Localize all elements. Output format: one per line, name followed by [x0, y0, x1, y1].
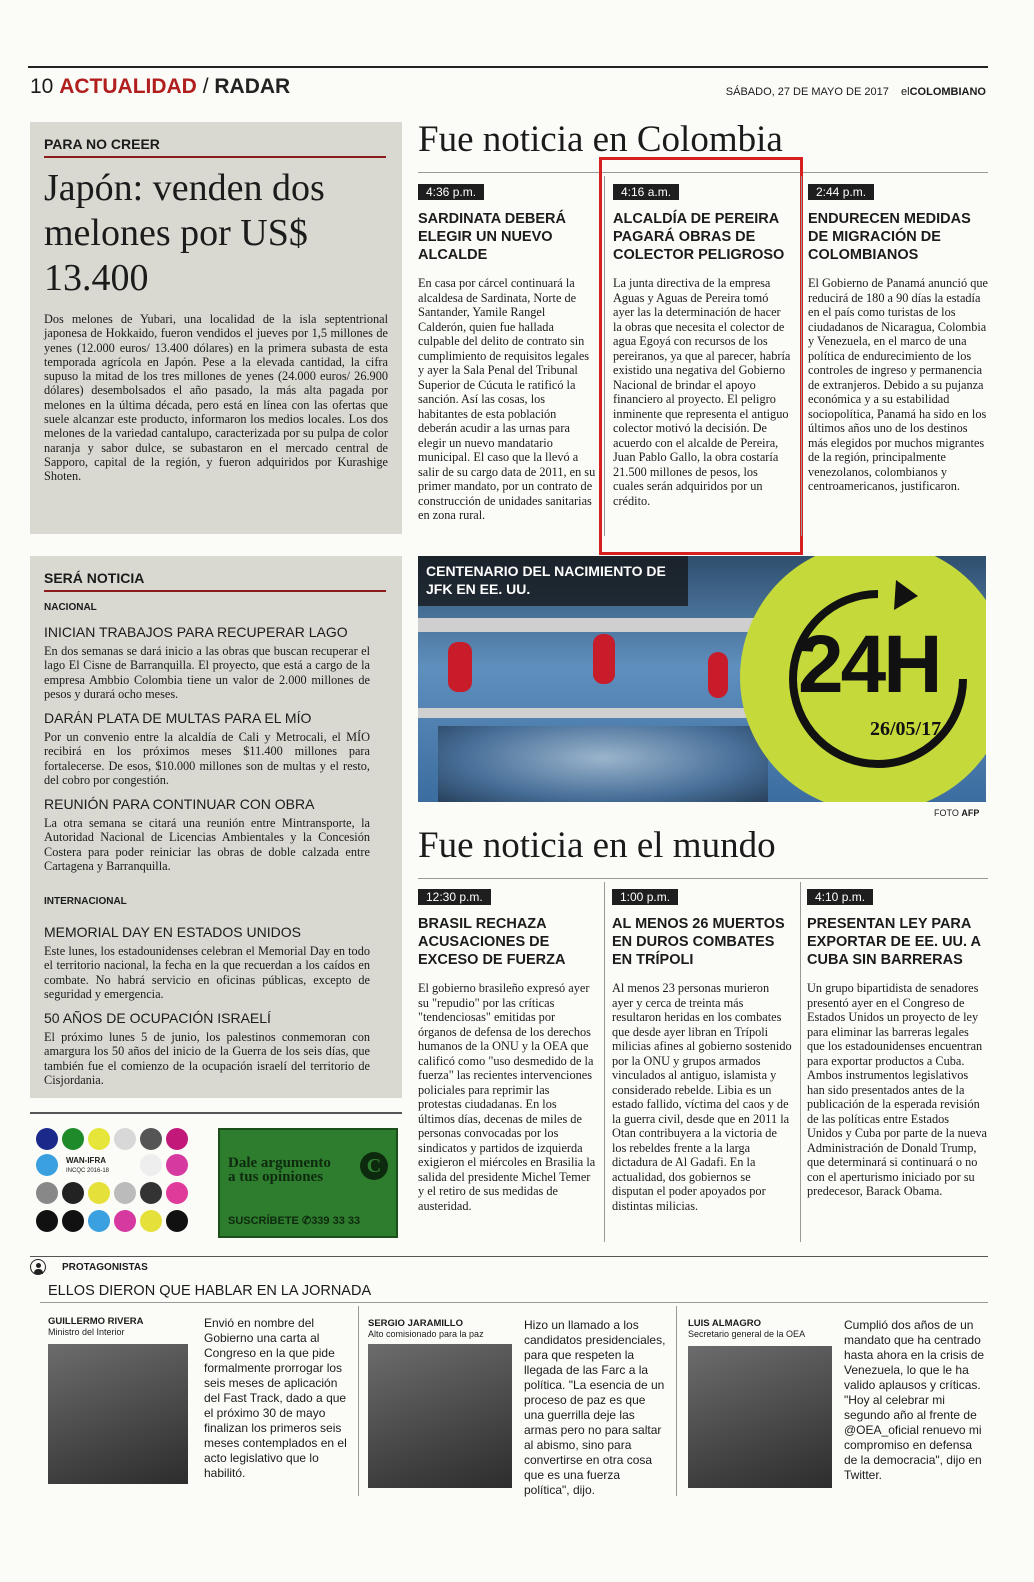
wan-ifra-label: WAN-IFRA — [66, 1156, 106, 1165]
badge-date: 26/05/17 — [870, 718, 942, 740]
column-headline: ENDURECEN MEDIDAS DE MIGRACIÓN DE COLOMBIANOS — [808, 211, 971, 263]
para-no-creer-headline: Japón: venden dos melones por US$ 13.400 — [44, 167, 325, 299]
protagonist-card — [48, 1316, 358, 1480]
protagonist-card — [688, 1318, 988, 1482]
protagonistas-subtitle: ELLOS DIERON QUE HABLAR EN LA JORNADA — [48, 1283, 372, 1299]
internacional-label: INTERNACIONAL — [44, 896, 127, 907]
column-headline: BRASIL RECHAZA ACUSACIONES DE EXCESO DE FUERZA — [418, 916, 566, 968]
header-rule — [28, 66, 988, 68]
sera-noticia-box — [30, 556, 402, 1098]
column-body: Al menos 23 personas murieron ayer y cerca de treinta más resultaron heridas en los combates que desde ayer libran en Trípoli milicias afines al gobierno sostenido por la ONU y grupos armados vinculados al antiguo, islamista y considerado rebelde. Libia es un estado fallido, víctima del caos y de la guerra civil, desde que en 2011 la Otan contribuyera a la victoria de los rebeldes frente a la larga dictadura de Al Gadafi. En la actualidad, dos gobiernos se disputan el poder apoyados por distintas milicias. — [612, 981, 792, 1213]
incqc-label: INCQC 2016-18 — [66, 1168, 110, 1174]
sera-item-title: MEMORIAL DAY EN ESTADOS UNIDOS — [44, 924, 301, 940]
subscribe-ad[interactable] — [218, 1128, 398, 1238]
sera-noticia-kicker: SERÁ NOTICIA — [44, 570, 145, 586]
protagonist-role: Ministro del Interior — [48, 1327, 125, 1337]
jfk-photo — [418, 556, 986, 802]
ad-line-1: Dale argumento — [228, 1155, 331, 1171]
sera-item-body: Este lunes, los estadounidenses celebran el Memorial Day en todo el territorio nacional, la fecha en la que recuerdan a los caídos en combate. No habrá servicio en oficinas públicas, excepto de seguridad y emergencia. — [44, 944, 370, 1001]
photo-caption: CENTENARIO DEL NACIMIENTO DE JFK EN EE. UU. — [426, 563, 666, 597]
protagonist-photo — [368, 1344, 512, 1488]
column-body: Un grupo bipartidista de senadores presentó ayer en el Congreso de Estados Unidos un proyecto de ley para eliminar las barreras legales que los estadounidenses encuentran para exportar productos a Cuba. Ambos instrumentos legislativos han sido presentados antes de la publicación de la esperada revisión de las políticas entre Estados Unidos y Cuba por parte de la nueva Administración de Donald Trump, que determinará si continuará o no con el aperturismo iniciado por su predecesor, Barack Obama. — [807, 981, 987, 1198]
protagonist-role: Alto comisionado para la paz — [368, 1329, 484, 1339]
para-no-creer-kicker: PARA NO CREER — [44, 136, 160, 152]
colombia-column — [613, 181, 791, 508]
mundo-column — [612, 886, 792, 1213]
time-badge: 1:00 p.m. — [612, 889, 678, 905]
column-headline: SARDINATA DEBERÁ ELEGIR UN NUEVO ALCALDE — [418, 211, 566, 263]
column-divider — [801, 176, 802, 536]
photo-credit — [934, 808, 979, 818]
column-headline: PRESENTAN LEY PARA EXPORTAR DE EE. UU. A CUBA SIN BARRERAS — [807, 916, 981, 968]
section-name: ACTUALIDAD — [59, 75, 197, 98]
column-divider — [800, 882, 801, 1242]
masthead — [726, 86, 986, 98]
dancer-figure — [593, 634, 615, 684]
ads-rule — [30, 1112, 402, 1114]
sera-item-title: DARÁN PLATA DE MULTAS PARA EL MÍO — [44, 710, 312, 726]
time-badge: 4:16 a.m. — [613, 184, 679, 200]
column-body: El gobierno brasileño expresó ayer su "repudio" por las críticas "tendenciosas" emitidas por órganos de defensa de los derechos humanos de la ONU y la OEA que calificó como "uso desmedido de la fuerza" las recientes intervenciones policiales para reprimir las protestas ciudadanas. En los últimos días, decenas de miles de personas convocadas por los sindicatos y partidos de izquierda exigieron el miércoles en Brasilia la salida del presidente Michel Temer y el retiro de sus medidas de austeridad. — [418, 981, 596, 1213]
section-slash: / — [202, 75, 209, 98]
time-badge: 12:30 p.m. — [418, 889, 491, 905]
sera-item-title: REUNIÓN PARA CONTINUAR CON OBRA — [44, 796, 315, 812]
dancer-figure — [708, 652, 728, 698]
protagonist-name: SERGIO JARAMILLO — [368, 1318, 464, 1329]
colombiano-logo-icon: C — [360, 1152, 388, 1180]
protagonist-role: Secretario general de la OEA — [688, 1329, 806, 1339]
column-headline: AL MENOS 26 MUERTOS EN DUROS COMBATES EN TRÍPOLI — [612, 916, 785, 968]
subsection-name: RADAR — [214, 75, 291, 98]
credit-prefix: FOTO — [934, 808, 959, 818]
section-header — [30, 75, 290, 99]
mundo-column — [807, 886, 987, 1199]
color-calibration-strip — [30, 1122, 210, 1242]
sera-item-body: En dos semanas se dará inicio a las obras que buscan recuperar el lago El Cisne de Barranquilla. El proyecto, que está a cargo de la empresa Ambbio Colombia tiene un valor de 2.000 millones de pesos y durará ocho meses. — [44, 644, 370, 701]
protagonist-quote: Cumplió dos años de un mandato que ha centrado hasta ahora en la crisis de Venezuela, lo que le ha valido aplausos y críticas. "Hoy al celebrar mi segundo año al frente de @OEA_oficial renuevo mi compromiso en defensa de la democracia", dijo en Twitter. — [844, 1318, 985, 1482]
sera-item-body: El próximo lunes 5 de junio, los palestinos conmemoran con amargura los 50 años del inicio de la Guerra de los seis días, que también fue el comienzo de la ocupación israelí del territorio de Cisjordania. — [44, 1030, 370, 1087]
nacional-label: NACIONAL — [44, 602, 97, 613]
protagonist-quote: Envió en nombre del Gobierno una carta al Congreso en la que pide formalmente prorrogar los seis meses de aplicación del Fast Track, dado a que el próximo 30 de mayo finalizan los primeros seis meses contemplados en el acto legislativo que lo habilitó. — [204, 1316, 347, 1480]
protagonistas-rule — [30, 1256, 988, 1257]
mundo-title: Fue noticia en el mundo — [418, 825, 776, 866]
protagonist-name: GUILLERMO RIVERA — [48, 1316, 144, 1327]
issue-date: SÁBADO, 27 DE MAYO DE 2017 — [725, 86, 889, 98]
kicker-rule — [44, 156, 386, 158]
column-headline: ALCALDÍA DE PEREIRA PAGARÁ OBRAS DE COLECTOR PELIGROSO — [613, 211, 785, 263]
ad-cta: SUSCRÍBETE ✆339 33 33 — [228, 1215, 361, 1227]
badge-24h-text: 24H — [798, 619, 940, 710]
sera-item-body: La otra semana se citará una reunión entre Mintransporte, la Autoridad Nacional de Licencias Ambientales y la Concesión Costera para poder reiniciar las obras de doble calzada entre Cartagena y Barranquilla. — [44, 816, 370, 873]
credit-source: AFP — [961, 808, 980, 818]
mundo-rule — [418, 878, 988, 879]
colombia-column — [808, 181, 988, 494]
para-no-creer-body: Dos melones de Yubari, una localidad de la isla septentrional japonesa de Hokkaido, fueron vendidos el jueves por 1,5 millones de yenes (12.000 euros/ 13.400 dólares) en la primera subasta de esta temporada agrícola en Japón. Pese a la elevada cantidad, la cifra supuso la mitad de los tres millones de yenes (24.000 euros/ 26.900 dólares) desembolsados el año pasado, la más alta pagada por melones en la última década, pero está en línea con las ofertas que suele alcanzar este producto, informaron los medios locales. Los dos melones de la variedad cantalupo, caracterizada por su pulpa de color naranja y sabor dulce, se subastaron en el mercado central de Sapporo, capital de la región, y fueron adquiridos por Kurashige Shoten. — [44, 312, 388, 484]
sera-item-body: Por un convenio entre la alcaldía de Cali y Metrocali, el MÍO recibirá en los próximos meses $11.400 millones para fortalecerse. De esos, $10.000 millones son de multas y el resto, del cobro por congestión. — [44, 730, 370, 787]
protagonist-card — [368, 1318, 668, 1497]
colombia-column — [418, 181, 596, 523]
protagonist-divider — [676, 1306, 677, 1496]
column-body: El Gobierno de Panamá anunció que reducirá de 180 a 90 días la estadía en el país como turistas de los ciudadanos de Nicaragua, Colombia y Venezuela, en el marco de una política de endurecimiento de los controles de ingreso y permanencia de extranjeros. Debido a su pujanza económica y a su estabilidad sociopolítica, Panamá ha sido en los últimos años uno de los destinos más elegidos por muchos migrantes de la región, principalmente venezolanos, colombianos y centroamericanos, justificaron. — [808, 276, 988, 493]
protagonist-quote: Hizo un llamado a los candidatos presidenciales, para que respeten la llegada de las Farc a la política. "La esencia de un proceso de paz es que una guerrilla deje las armas pero no para saltar al abismo, sino para convertirse en otra cosa que es una fuerza política", dijo. — [524, 1318, 666, 1497]
protagonist-name: LUIS ALMAGRO — [688, 1318, 762, 1329]
ad-line-2: a tus opiniones — [228, 1169, 324, 1185]
dancer-figure — [448, 642, 472, 692]
column-divider — [604, 882, 605, 1242]
para-no-creer-box — [30, 122, 402, 534]
scaffold-bar — [418, 708, 798, 718]
sera-item-title: 50 AÑOS DE OCUPACIÓN ISRAELÍ — [44, 1010, 271, 1026]
time-badge: 4:10 p.m. — [807, 889, 873, 905]
column-body: En casa por cárcel continuará la alcaldesa de Sardinata, Norte de Santander, Yamile Rangel Calderón, quien fue hallada culpable del delito de contrato sin cumplimiento de requisitos legales y ayer la Sala Penal del Tribunal Superior de Cúcuta le ratificó la sanción. Así las cosas, los habitantes de esta población deberán acudir a las urnas para elegir un nuevo mandatario municipal. El caso que la llevó a salir de su cargo data de 2011, en su primer mandato, por un contrato de construcción de unidades sanitarias en zona rural. — [418, 276, 596, 522]
mundo-column — [418, 886, 596, 1213]
kicker-rule — [44, 590, 386, 592]
page-number: 10 — [30, 75, 54, 98]
protagonist-photo — [688, 1346, 832, 1488]
sera-item-title: INICIAN TRABAJOS PARA RECUPERAR LAGO — [44, 624, 348, 640]
protagonist-divider — [358, 1306, 359, 1496]
colombia-title: Fue noticia en Colombia — [418, 119, 783, 160]
protagonistas-label: PROTAGONISTAS — [62, 1262, 148, 1273]
protagonist-photo — [48, 1344, 188, 1484]
time-badge: 2:44 p.m. — [808, 184, 874, 200]
face-banner — [438, 726, 768, 802]
subtitle-rule — [40, 1302, 988, 1303]
brand-prefix: el — [901, 86, 910, 98]
person-icon — [30, 1259, 46, 1275]
column-body: La junta directiva de la empresa Aguas y Aguas de Pereira tomó ayer las la determinación de hacer la obras que necesita el colector de agua Egoyá con recursos de los pereiranos, ya que al parecer, habría existido una negativa del Gobierno Nacional de brindar el apoyo financiero al proyecto. El peligro inminente que representa el antiguo colector motivó la decisión. De acuerdo con el alcalde de Pereira, Juan Pablo Gallo, la obra costaría 21.500 millones de pesos, los cuales serán adquiridos por un crédito. — [613, 276, 791, 508]
time-badge: 4:36 p.m. — [418, 184, 484, 200]
brand-name: COLOMBIANO — [909, 86, 986, 98]
scaffold-bar — [418, 618, 798, 632]
